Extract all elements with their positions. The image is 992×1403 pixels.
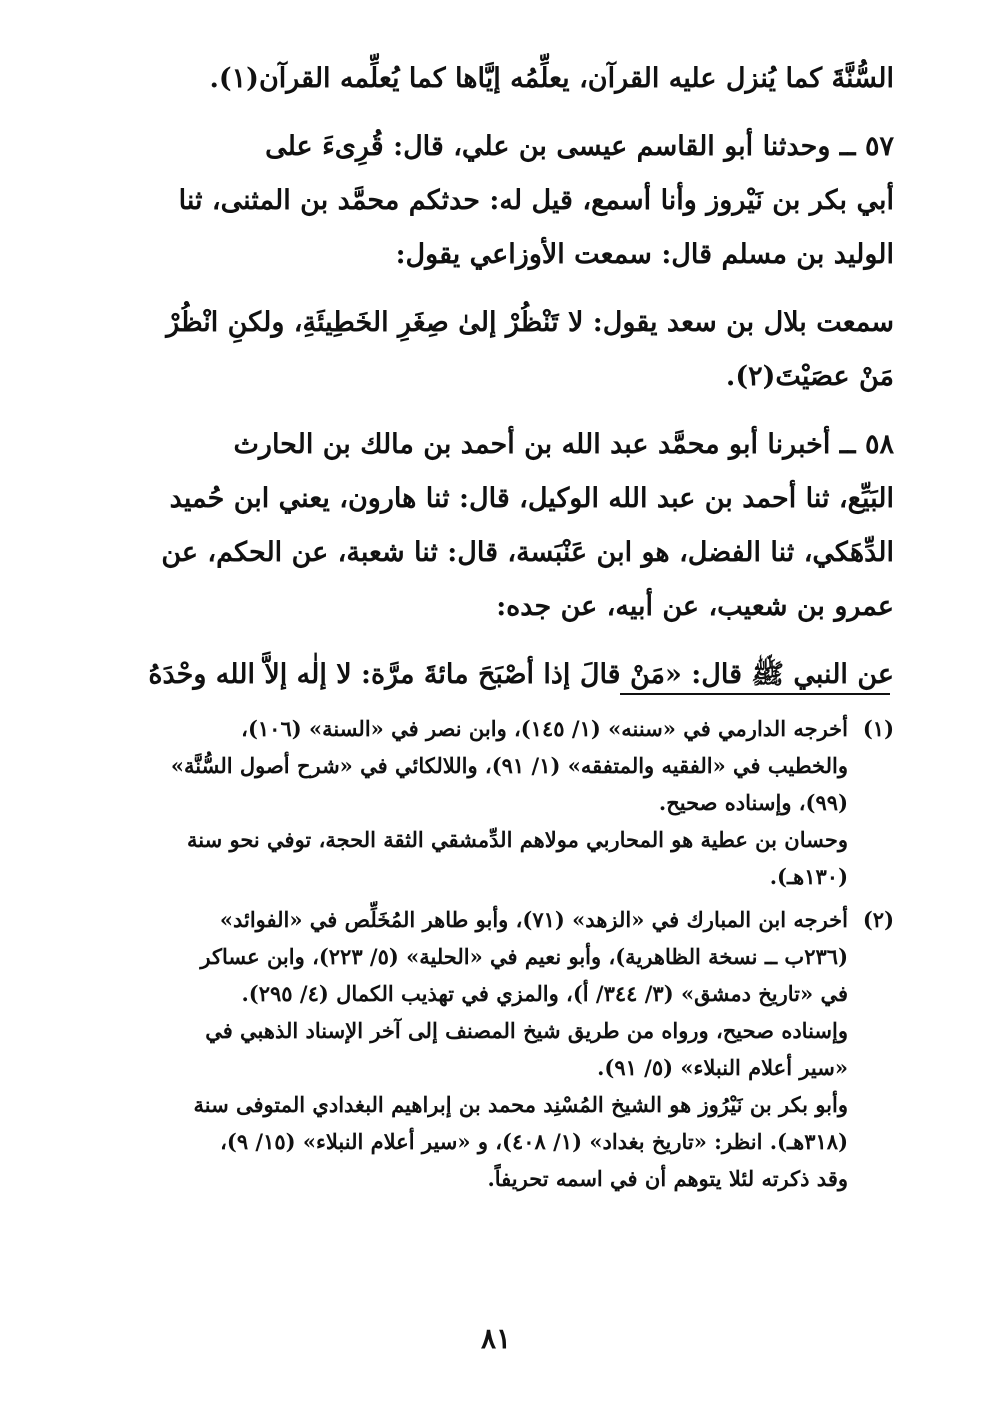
text-line: الوليد بن مسلم قال: سمعت الأوزاعي يقول: [395, 239, 894, 270]
footnote-line: «سير أعلام النبلاء» (٥/ ٩١). [597, 1055, 848, 1080]
footnote-body [74, 710, 848, 895]
paragraph-bilal [74, 296, 894, 404]
footnote-line: وإسناده صحيح، ورواه من طريق شيخ المصنف إلى آخر الإسناد الذهبي في [205, 1018, 848, 1043]
paragraph-gap [74, 634, 894, 648]
paragraph-58 [74, 418, 894, 634]
text-line: ٥٧ ــ وحدثنا أبو القاسم عيسى بن علي، قال: قُرِىءَ على [265, 131, 894, 162]
text-line: البَيِّع، ثنا أحمد بن عبد الله الوكيل، قال: ثنا هارون، يعني ابن حُميد [169, 483, 894, 514]
paragraph-gap [74, 282, 894, 296]
footnote-line: في «تاريخ دمشق» (٣/ ٣٤٤/ أ)، والمزي في تهذيب الكمال (٤/ ٢٩٥). [241, 981, 848, 1006]
footnote-body [74, 901, 848, 1197]
footnote-line: وحسان بن عطية هو المحاربي مولاهم الدِّمشقي الثقة الحجة، توفي نحو سنة [186, 827, 848, 852]
main-text [74, 52, 894, 702]
hadith-line: عن النبي ﷺ قال: «مَنْ قالَ إذا أصْبَحَ مائةَ مرَّة: لا إلٰه إلاَّ الله وحْدَهُ [148, 659, 894, 690]
page-number: ٨١ [480, 1322, 512, 1355]
footnote-1 [74, 710, 894, 895]
footnote-line: (٩٩)، وإسناده صحيح. [658, 790, 848, 815]
footnote-line: أخرجه ابن المبارك في «الزهد» (٧١)، وأبو طاهر المُخَلِّص في «الفوائد» [219, 907, 848, 932]
footnotes [74, 710, 894, 1197]
footnote-number: (١) [862, 716, 894, 741]
paragraph-gap [74, 106, 894, 120]
text-line: ٥٨ ــ أخبرنا أبو محمَّد عبد الله بن أحمد بن مالك بن الحارث [233, 429, 894, 460]
text-line: مَنْ عصَيْتَ(٢). [725, 361, 894, 392]
footnote-line: (١٣٠هـ). [769, 864, 848, 889]
text-line: أبي بكر بن نَيْروز وأنا أسمع، قيل له: حدثكم محمَّد بن المثنى، ثنا [178, 185, 894, 216]
footnote-line: (٣١٨هـ). انظر: «تاريخ بغداد» (١/ ٤٠٨)، و «سير أعلام النبلاء» (١٥/ ٩)، [220, 1129, 848, 1154]
text-line: السُّنَّةَ كما يُنزل عليه القرآن، يعلِّمُه إيَّاها كما يُعلِّمه القرآن(١). [209, 63, 894, 94]
paragraph-gap [74, 404, 894, 418]
footnote-line: أخرجه الدارمي في «سننه» (١/ ١٤٥)، وابن نصر في «السنة» (١٠٦)، [241, 716, 848, 741]
footnote-2 [74, 901, 894, 1197]
footnote-line: وقد ذكرته لئلا يتوهم أن في اسمه تحريفاً. [487, 1166, 848, 1191]
paragraph-57 [74, 120, 894, 282]
footnote-line: وأبو بكر بن نَيْرُوز هو الشيخ المُسْنِد محمد بن إبراهيم البغدادي المتوفى سنة [193, 1092, 848, 1117]
footnote-divider [620, 693, 890, 695]
text-line: سمعت بلال بن سعد يقول: لا تَنْظُرْ إلىٰ صِغَرِ الخَطِيئَةِ، ولكنِ انْظُرْ [166, 307, 894, 338]
footnote-number: (٢) [862, 907, 894, 932]
text-line: عمرو بن شعيب، عن أبيه، عن جده: [496, 591, 894, 622]
text-line: الدِّهَكي، ثنا الفضل، هو ابن عَنْبَسة، قال: ثنا شعبة، عن الحكم، عن [161, 537, 894, 568]
footnote-line: والخطيب في «الفقيه والمتفقه» (١/ ٩١)، واللالكائي في «شرح أصول السُّنَّة» [170, 753, 848, 778]
footnote-line: (٢٣٦ب ــ نسخة الظاهرية)، وأبو نعيم في «الحلية» (٥/ ٢٢٣)، وابن عساكر [200, 944, 848, 969]
